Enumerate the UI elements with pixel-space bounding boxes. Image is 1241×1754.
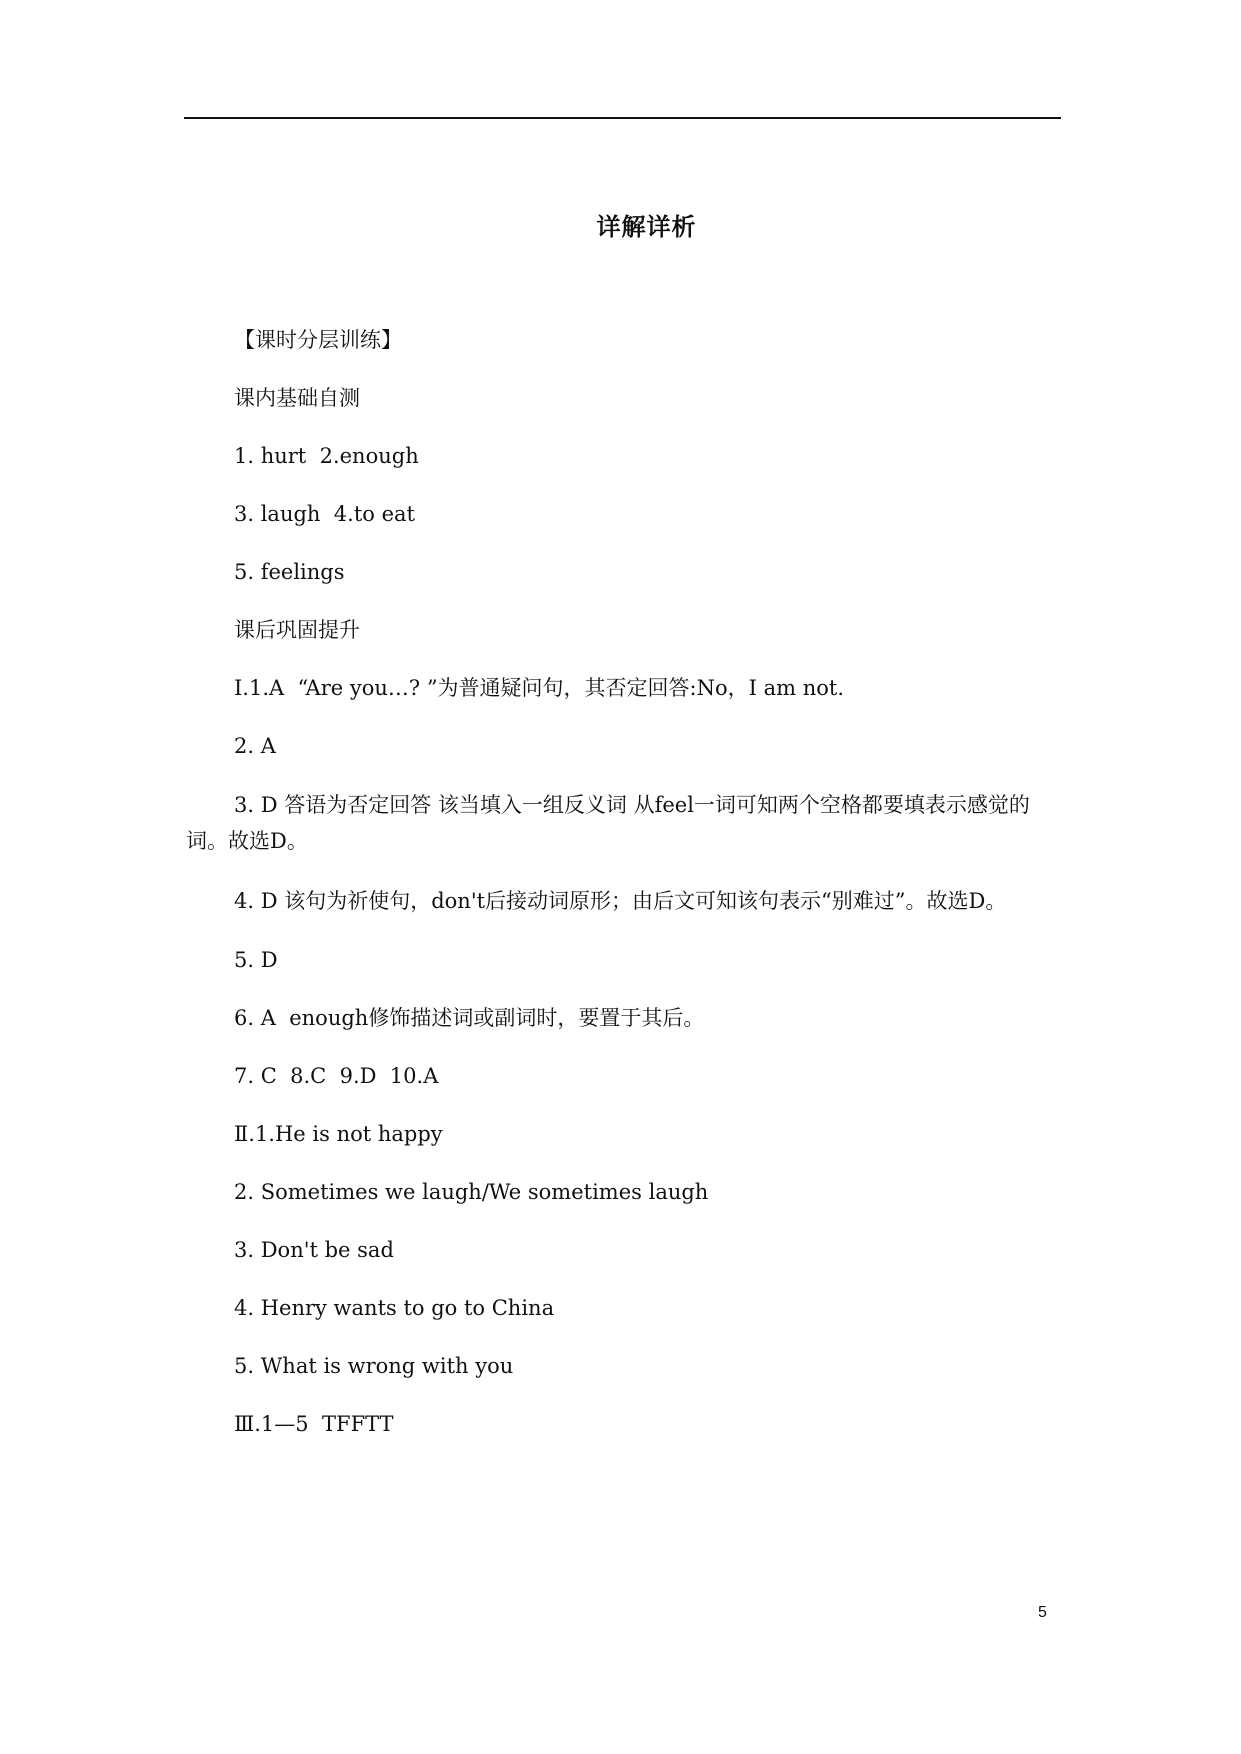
answer-line: 6. A enough修饰描述词或副词时，要置于其后。 — [234, 1006, 705, 1030]
answer-line: 7. C 8.C 9.D 10.A — [234, 1064, 439, 1088]
answer-line: 3. laugh 4.to eat — [234, 502, 415, 526]
page-title: 详解详析 — [596, 213, 697, 241]
answer-body — [186, 323, 1066, 1441]
answer-line: 1. hurt 2.enough — [234, 444, 419, 468]
answer-explanation: 3. D 答语为否定回答 该当填入一组反义词 从feel一词可知两个空格都要填表示感觉的词。故选D。 — [186, 793, 1030, 853]
answer-line: Ⅲ.1—5 TFFTT — [234, 1412, 394, 1436]
answer-line: 2. Sometimes we laugh/We sometimes laugh — [234, 1180, 709, 1204]
answer-line: 5. feelings — [234, 560, 345, 584]
answer-line: 4. Henry wants to go to China — [234, 1296, 555, 1320]
header-rule — [184, 117, 1061, 119]
subsection-heading: 课后巩固提升 — [234, 618, 360, 642]
subsection-heading: 课内基础自测 — [234, 386, 360, 410]
answer-line: 5. What is wrong with you — [234, 1354, 514, 1378]
answer-line: 3. Don't be sad — [234, 1238, 394, 1262]
section-heading: 【课时分层训练】 — [234, 328, 402, 352]
answer-explanation: 4. D 该句为祈使句，don't后接动词原形；由后文可知该句表示“别难过”。故选D。 — [234, 889, 1007, 913]
page-number: 5 — [1038, 1604, 1047, 1621]
answer-line: 5. D — [234, 948, 278, 972]
answer-line: Ⅱ.1.He is not happy — [234, 1122, 443, 1146]
answer-line: Ⅰ.1.A “Are you…? ”为普通疑问句，其否定回答:No，I am not. — [234, 676, 845, 700]
answer-line: 2. A — [234, 734, 276, 758]
